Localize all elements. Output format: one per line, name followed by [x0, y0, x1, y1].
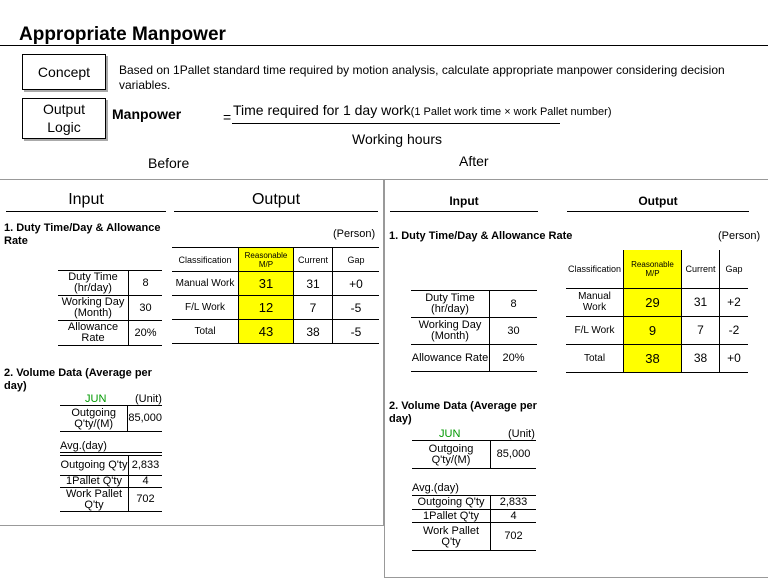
- table-row: [566, 344, 748, 372]
- before-avg-label: Avg.(day): [60, 440, 162, 453]
- table-row: [172, 272, 379, 296]
- before-month: JUN: [85, 393, 107, 405]
- cell-reasonable: 38: [624, 344, 682, 372]
- working-day-label: Working Day (Month): [58, 296, 129, 321]
- outgoing-label: Outgoing Q'ty/(M): [412, 441, 491, 469]
- output-logic-label-line2: Logic: [47, 119, 81, 135]
- concept-description: Based on 1Pallet standard time required by motion analysis, calculate appropriate manpower considering decision variables.: [119, 63, 725, 92]
- cell-current: 31: [294, 272, 333, 296]
- cell-cls: Manual Work: [175, 278, 235, 289]
- table-row: [172, 320, 379, 344]
- pallet-qty-label: 1Pallet Q'ty: [412, 510, 491, 523]
- after-input-rule: [390, 211, 538, 212]
- allowance-rate-value: 20%: [502, 351, 525, 364]
- outgoing-value: 85,000: [496, 448, 531, 460]
- cell-gap: -2: [720, 316, 749, 344]
- duty-time-label: Duty Time (hr/day): [58, 271, 129, 296]
- formula-denominator: Working hours: [352, 131, 443, 147]
- col-gap: Gap: [720, 250, 749, 288]
- after-month: JUN: [439, 428, 461, 440]
- work-pallet-label: Work Pallet Q'ty: [60, 488, 129, 512]
- working-day-value: 30: [139, 301, 152, 314]
- after-output-table: [566, 250, 748, 373]
- allowance-rate-value: 20%: [134, 326, 157, 339]
- before-volume-section: 2. Volume Data (Average per day): [4, 367, 152, 392]
- output-logic-button[interactable]: [22, 98, 106, 139]
- avg-outgoing-label: Outgoing Q'ty: [412, 496, 491, 510]
- cell-current: 38: [294, 320, 333, 344]
- table-row: [60, 488, 162, 512]
- after-volume-section: 2. Volume Data (Average per day): [389, 400, 537, 425]
- working-day-label: Working Day (Month): [411, 318, 490, 345]
- after-output-rule: [567, 211, 749, 212]
- after-outgoing-table: [412, 440, 536, 469]
- pallet-qty-value: 4: [142, 475, 149, 487]
- outgoing-value: 85,000: [128, 412, 162, 424]
- before-outgoing-table: [60, 405, 162, 432]
- fraction-line: [232, 123, 560, 124]
- cell-gap: -5: [333, 320, 380, 344]
- before-duty-table: [58, 270, 162, 346]
- table-row: [58, 296, 162, 321]
- before-input-rule: [6, 211, 166, 212]
- table-row: [172, 296, 379, 320]
- equals-sign: =: [223, 109, 232, 125]
- table-row: [412, 441, 536, 469]
- cell-gap: +0: [720, 344, 749, 372]
- col-reasonable-mp: Reasonable M/P: [624, 250, 682, 288]
- table-row: [412, 523, 536, 551]
- table-row: [411, 345, 537, 372]
- table-row: [60, 406, 162, 432]
- col-current: Current: [682, 250, 720, 288]
- col-classification: Classification: [178, 254, 232, 265]
- after-duty-table: [411, 290, 537, 372]
- before-unit: (Unit): [135, 393, 162, 405]
- after-input-title: Input: [449, 194, 479, 208]
- after-avg-label: Avg.(day): [412, 482, 459, 494]
- duty-time-value: 8: [142, 276, 149, 289]
- pallet-qty-label: 1Pallet Q'ty: [60, 476, 129, 488]
- table-row: [412, 496, 536, 510]
- before-input-title: Input: [68, 191, 104, 208]
- cell-reasonable: 43: [239, 320, 294, 344]
- cell-gap: +0: [333, 272, 380, 296]
- cell-cls: Total: [583, 352, 606, 364]
- table-header-row: [566, 250, 748, 288]
- duty-time-value: 8: [510, 297, 517, 310]
- before-avg-table: [60, 455, 162, 512]
- col-reasonable-mp: Reasonable M/P: [239, 248, 294, 272]
- before-output-title: Output: [251, 191, 301, 208]
- duty-time-label: Duty Time (hr/day): [411, 291, 490, 318]
- before-person-unit: (Person): [333, 228, 376, 240]
- table-row: [58, 271, 162, 296]
- before-output-rule: [174, 211, 378, 212]
- col-classification: Classification: [567, 263, 622, 274]
- work-pallet-value: 702: [136, 493, 155, 505]
- table-row: [411, 291, 537, 318]
- allowance-rate-label: Allowance Rate: [58, 321, 129, 346]
- after-avg-table: [412, 495, 536, 551]
- cell-reasonable: 29: [624, 288, 682, 316]
- table-row: [566, 288, 748, 316]
- concept-button[interactable]: Concept: [22, 54, 106, 90]
- cell-cls: Total: [194, 326, 216, 337]
- cell-reasonable: 9: [624, 316, 682, 344]
- before-duty-section: 1. Duty Time/Day & Allowance Rate: [4, 222, 161, 247]
- numerator-note: (1 Pallet work time × work Pallet number): [410, 106, 612, 118]
- table-row: [60, 476, 162, 488]
- cell-gap: +2: [720, 288, 749, 316]
- cell-cls: F/L Work: [574, 324, 615, 336]
- cell-current: 31: [682, 288, 720, 316]
- avg-outgoing-label: Outgoing Q'ty: [60, 456, 129, 476]
- work-pallet-value: 702: [504, 530, 523, 542]
- table-header-row: [172, 248, 379, 272]
- table-row: [412, 510, 536, 523]
- after-duty-section: 1. Duty Time/Day & Allowance Rate: [389, 230, 573, 242]
- table-row: [60, 456, 162, 476]
- work-pallet-label: Work Pallet Q'ty: [412, 523, 491, 551]
- avg-outgoing-value: 2,833: [131, 459, 160, 471]
- col-gap: Gap: [333, 248, 380, 272]
- table-row: [58, 321, 162, 346]
- formula-numerator: [233, 102, 612, 118]
- allowance-rate-label: Allowance Rate: [411, 345, 490, 372]
- outgoing-label: Outgoing Q'ty/(M): [60, 406, 128, 432]
- working-day-value: 30: [507, 324, 520, 337]
- cell-cls: Manual Work: [578, 291, 611, 313]
- table-row: [566, 316, 748, 344]
- pallet-qty-value: 4: [510, 509, 517, 522]
- cell-gap: -5: [333, 296, 380, 320]
- cell-current: 7: [682, 316, 720, 344]
- before-output-table: [172, 247, 379, 344]
- title-divider: [0, 45, 768, 46]
- after-unit: (Unit): [508, 428, 535, 440]
- output-logic-label-line1: Output: [42, 101, 86, 117]
- numerator-text: Time required for 1 day work: [233, 102, 411, 118]
- avg-outgoing-value: 2,833: [499, 496, 528, 508]
- table-row: [411, 318, 537, 345]
- after-heading: After: [459, 153, 489, 169]
- after-person-unit: (Person): [718, 230, 761, 242]
- manpower-label: Manpower: [112, 106, 182, 122]
- after-output-title: Output: [638, 194, 678, 208]
- page-title: Appropriate Manpower: [19, 24, 226, 45]
- before-heading: Before: [148, 155, 190, 171]
- cell-reasonable: 12: [239, 296, 294, 320]
- col-current: Current: [294, 248, 333, 272]
- cell-cls: F/L Work: [184, 302, 225, 313]
- cell-current: 38: [682, 344, 720, 372]
- cell-current: 7: [294, 296, 333, 320]
- cell-reasonable: 31: [239, 272, 294, 296]
